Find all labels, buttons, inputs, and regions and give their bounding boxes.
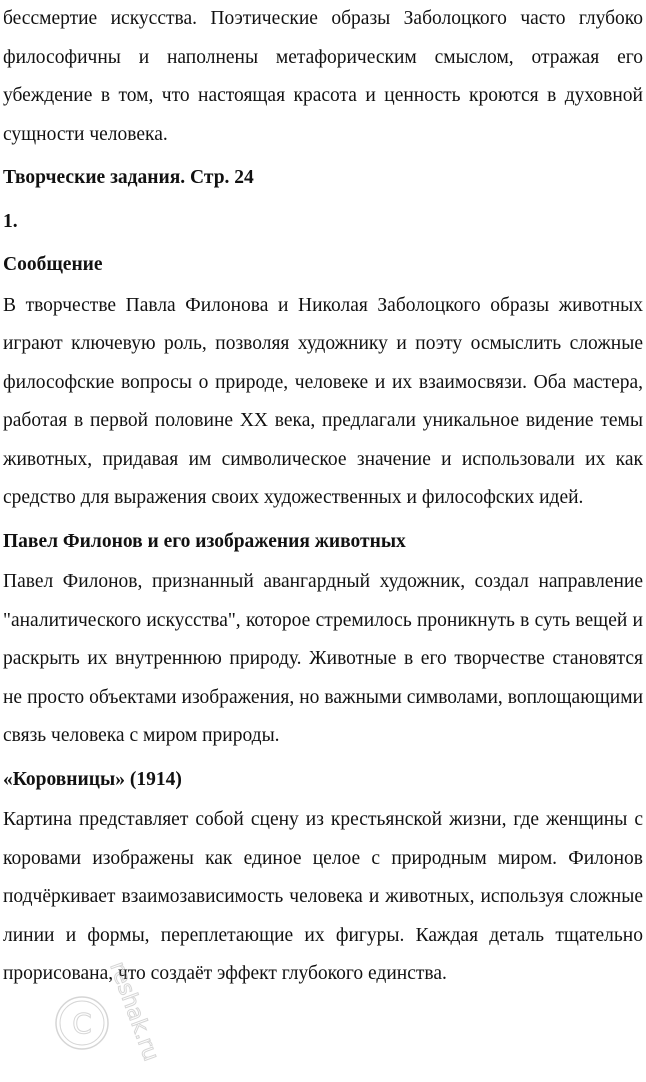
task-title: Сообщение bbox=[3, 254, 103, 275]
task-number: 1. bbox=[3, 210, 18, 232]
painting-heading: «Коровницы» (1914) bbox=[3, 768, 182, 790]
filonov-paragraph: Павел Филонов, признанный авангардный художник, создал направление "аналитического искусства", которое стремилось проникнуть в суть вещей и раскрыть их внутреннюю природу. Животные в его творчестве становятся не просто объектами изображения, но важными символами, воплощающими связь человека с миром природы. bbox=[3, 571, 643, 746]
document-page bbox=[3, 0, 643, 994]
message-paragraph: В творчестве Павла Филонова и Николая Заболоцкого образы животных играют ключевую роль, позволяя художнику и поэту осмыслить сложные философские вопросы о природе, человеке и их взаимосвязи. Оба мастера, работая в первой половине XX века, предлагали уникальное видение темы животных, придавая им символическое значение и использовали их как средство для выражения своих художественных и философских идей. bbox=[3, 294, 643, 508]
intro-paragraph: бессмертие искусства. Поэтические образы Заболоцкого часто глубоко философичны и наполнены метафорическим смыслом, отражая его убеждение в том, что настоящая красота и ценность кроются в духовной сущности человека. bbox=[3, 8, 643, 145]
section-heading: Творческие задания. Стр. 24 bbox=[3, 167, 254, 188]
painting-paragraph: Картина представляет собой сцену из крестьянской жизни, где женщины с коровами изображены как единое целое с природным миром. Филонов подчёркивает взаимозависимость человека и животных, используя сложные линии и формы, переплетающие их фигуры. Каждая деталь тщательно прорисована, что создаёт эффект глубокого единства. bbox=[3, 809, 643, 984]
svg-text:C: C bbox=[72, 1007, 92, 1040]
svg-text:reshak.ru: reshak.ru bbox=[104, 958, 160, 1065]
filonov-heading: Павел Филонов и его изображения животных bbox=[3, 530, 406, 552]
